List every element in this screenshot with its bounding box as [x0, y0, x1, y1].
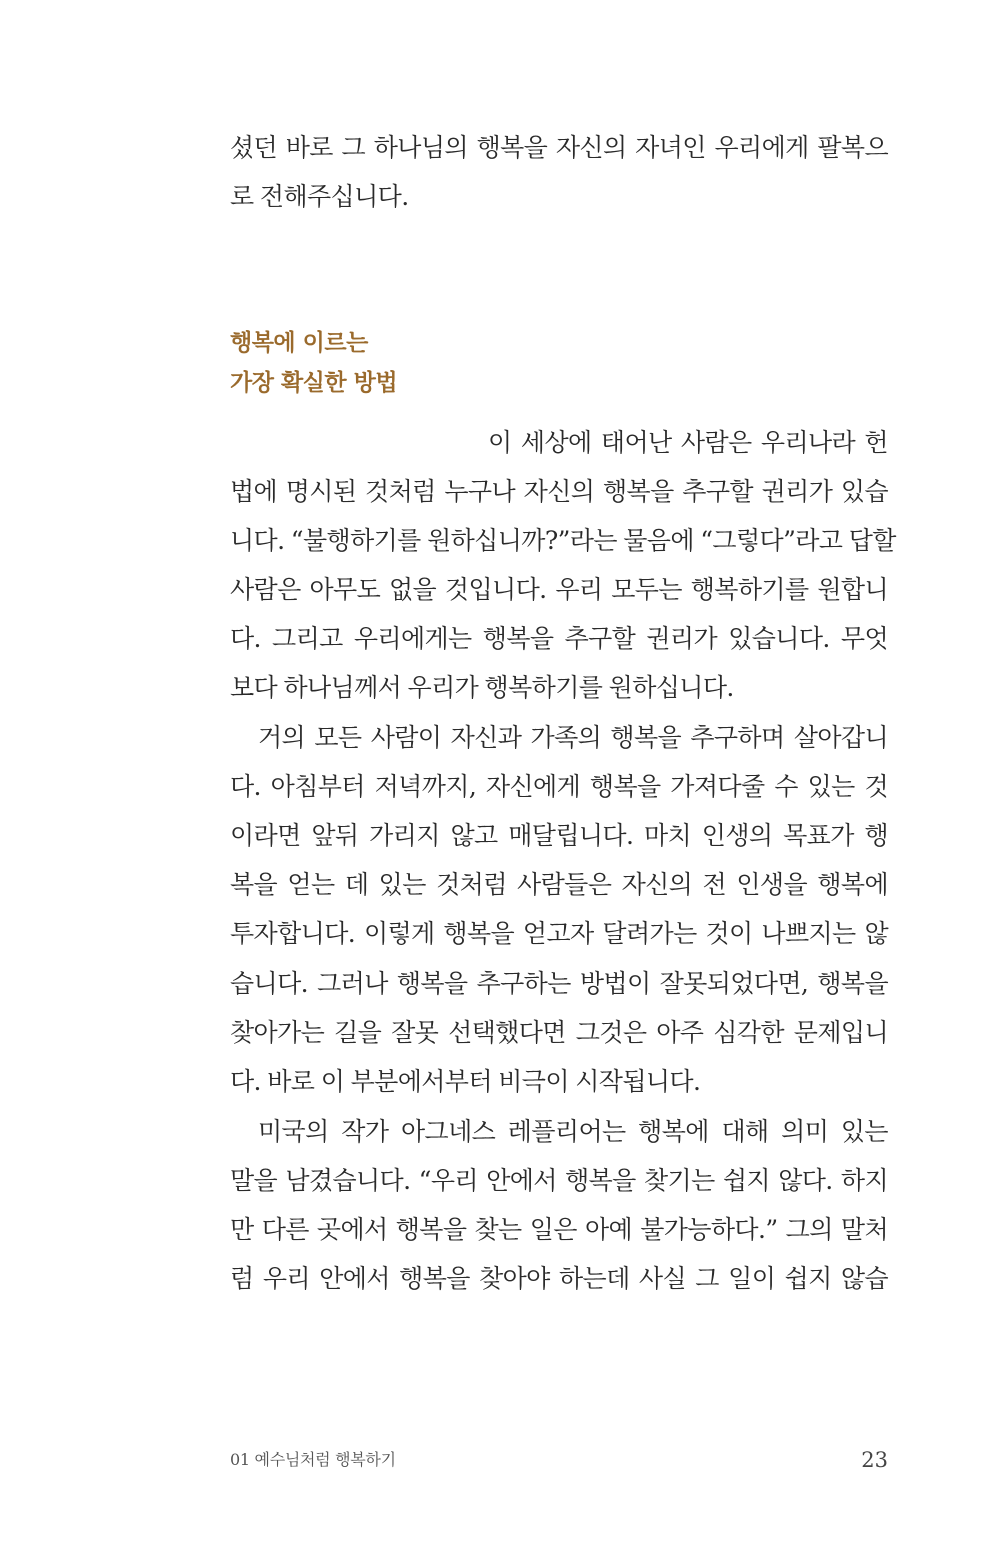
- body-line: 다. 아침부터 저녁까지, 자신에게 행복을 가져다줄 수 있는 것: [230, 772, 888, 801]
- body-line: 투자합니다. 이렇게 행복을 얻고자 달려가는 것이 나쁘지는 않: [230, 919, 888, 948]
- body-line: 다. 바로 이 부분에서부터 비극이 시작됩니다.: [230, 1067, 701, 1096]
- body-line: 거의 모든 사람이 자신과 가족의 행복을 추구하며 살아갑니: [258, 723, 888, 752]
- body-line: 이라면 앞뒤 가리지 않고 매달립니다. 마치 인생의 목표가 행: [230, 821, 888, 850]
- body-line: 복을 얻는 데 있는 것처럼 사람들은 자신의 전 인생을 행복에: [230, 870, 888, 899]
- body-line: 찾아가는 길을 잘못 선택했다면 그것은 아주 심각한 문제입니: [230, 1018, 888, 1047]
- page-number: 23: [861, 1448, 888, 1472]
- intro-line: 셨던 바로 그 하나님의 행복을 자신의 자녀인 우리에게 팔복으: [230, 133, 888, 162]
- body-line: 습니다. 그러나 행복을 추구하는 방법이 잘못되었다면, 행복을: [230, 969, 888, 998]
- intro-line: 로 전해주십니다.: [230, 182, 409, 211]
- body-line: 다. 그리고 우리에게는 행복을 추구할 권리가 있습니다. 무엇: [230, 624, 888, 653]
- body-line: 럼 우리 안에서 행복을 찾아야 하는데 사실 그 일이 쉽지 않습: [230, 1264, 888, 1293]
- body-line: 말을 남겼습니다. “우리 안에서 행복을 찾기는 쉽지 않다. 하지: [230, 1166, 888, 1195]
- body-line: 니다. “불행하기를 원하십니까?”라는 물음에 “그렇다”라고 답할: [230, 526, 896, 555]
- body-line: 만 다른 곳에서 행복을 찾는 일은 아예 불가능하다.” 그의 말처: [230, 1215, 888, 1244]
- body-line: 법에 명시된 것처럼 누구나 자신의 행복을 추구할 권리가 있습: [230, 477, 888, 506]
- section-heading-line: 행복에 이르는: [230, 330, 368, 356]
- footer-chapter-title: 01 예수님처럼 행복하기: [230, 1450, 396, 1469]
- body-line: 미국의 작가 아그네스 레플리어는 행복에 대해 의미 있는: [258, 1117, 888, 1146]
- body-line: 보다 하나님께서 우리가 행복하기를 원하십니다.: [230, 673, 734, 702]
- body-line: 사람은 아무도 없을 것입니다. 우리 모두는 행복하기를 원합니: [230, 575, 888, 604]
- body-line: 이 세상에 태어난 사람은 우리나라 헌: [488, 428, 888, 457]
- section-heading-line: 가장 확실한 방법: [230, 370, 398, 396]
